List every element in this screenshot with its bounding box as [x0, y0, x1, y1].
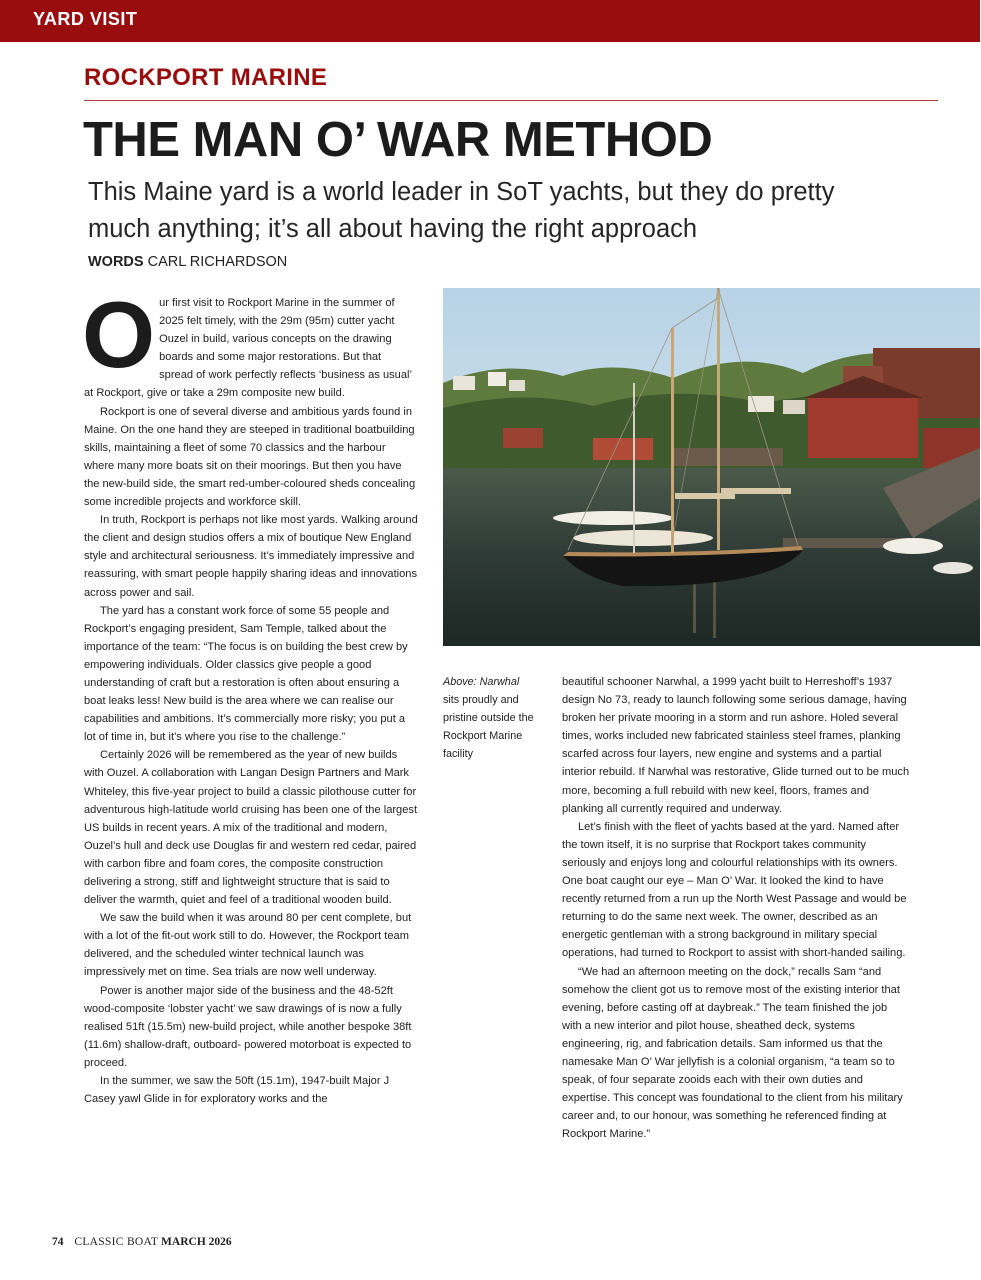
caption-lead: Above: Narwhal: [443, 676, 520, 688]
paragraph: “We had an afternoon meeting on the dock,” recalls Sam “and somehow the client got us to remove most of the existing interior that evening, before casting off at daybreak.” The team finished the job with a new interior and pilot house, sheathed deck, systems engineering, rig, and fabrication details. Sam informed us that the namesake Man O’ War jellyfish is a colonial organism, “a team so to speak, of four separate zooids each with their own duties and expertise. This concept was foundational to the client from his military career and, to our honour, was something he referenced finding at Rockport Marine.”: [562, 965, 903, 1141]
standfirst: This Maine yard is a world leader in SoT yachts, but they do pretty much anything; it’s all about having the right approach: [88, 178, 835, 243]
paragraph: We saw the build when it was around 80 per cent complete, but with a lot of the fit-out work still to do. However, the Rockport team delivered, and the scheduled winter technical launch was impressively met on time. Sea trials are now well underway.: [84, 912, 412, 979]
photo-caption: [443, 673, 535, 763]
paragraph: Rockport is one of several diverse and ambitious yards found in Maine. On the one hand they are steeped in traditional boatbuilding skills, maintaining a fleet of some 70 classics and the harbour where many more boats sit on their moorings. But then you have the new-build side, the smart red-umber-coloured sheds concealing some incredible projects and workforce skill.: [84, 405, 416, 509]
byline: [88, 254, 287, 270]
page-number: 74: [52, 1236, 64, 1248]
harbour-photo: [443, 288, 980, 646]
section-banner: [0, 0, 980, 42]
section-title: ROCKPORT MARINE: [84, 64, 328, 91]
headline: THE MAN O’ WAR METHOD: [83, 113, 713, 167]
article-column-2: [562, 673, 910, 1143]
paragraph: The yard has a constant work force of some 55 people and Rockport’s engaging president, Sam Temple, talked about the importance of the team: “The focus is on building the best crew by empowering individuals. Older classics give people a good understanding of craft but a restoration is often about ensuring a boat leaks less! New build is the area where we can realise our capabilities and ambitions. It’s commercially more risky; you put a lot of time in, but it’s where you rise to the challenge.”: [84, 604, 408, 744]
page-footer: [52, 1236, 232, 1248]
paragraph: Let’s finish with the fleet of yachts based at the yard. Named after the town itself, it is no surprise that Rockport takes community seriously and enjoys long and colourful relationships with its owners. One boat caught our eye – Man O’ War. It looked the kind to have recently returned from a run up the North West Passage and would be returning to do the same next week. The owner, described as an energetic gentleman with a strong background in military special operations, had turned to Rockport to assist with short-handed sailing.: [562, 820, 907, 960]
magazine-name: CLASSIC BOAT: [74, 1236, 159, 1248]
paragraph: ur first visit to Rockport Marine in the summer of 2025 felt timely, with the 29m (95m) cutter yacht Ouzel in build, various concepts on the drawing boards and some major restorations. But that spread of work perfectly reflects ‘business as usual’ at Rockport, give or take a 29m composite new build.: [84, 297, 412, 400]
article-column-1: [82, 282, 418, 1108]
title-divider: [84, 100, 938, 101]
banner-label: YARD VISIT: [33, 9, 138, 29]
dropcap: O: [82, 282, 156, 387]
paragraph: Power is another major side of the business and the 48-52ft wood-composite ‘lobster yacht’ we saw drawings of is now a fully realised 51ft (15.5m) new-build project, while another bespoke 38ft (11.6m) shallow-draft, outboard- powered motorboat is expected to proceed.: [84, 984, 412, 1069]
byline-label: WORDS: [88, 254, 144, 270]
paragraph: beautiful schooner Narwhal, a 1999 yacht built to Herreshoff’s 1937 design No 73, ready to launch following some serious damage, having broken her private mooring in a storm and run ashore. Holed several times, works included new fabricated stainless steel frames, planking scarfed across four layers, new engine and systems and a partial interior rebuild. If Narwhal was restorative, Glide turned out to be much more, becoming a full rebuild with new keel, floors, frames and planking all currently required and underway.: [562, 676, 910, 815]
paragraph: Certainly 2026 will be remembered as the year of new builds with Ouzel. A collaboration with Langan Design Partners and Mark Whiteley, this five-year project to build a classic pilothouse cutter for adventurous high-latitude world cruising has been one of the largest US builds in recent years. A mix of the traditional and modern, Ouzel’s hull and deck use Douglas fir and western red cedar, paired with carbon fibre and foam cores, the composite construction delivering a strong, stiff and lightweight structure that is said to deliver the warmth, quiet and feel of a traditional wooden build.: [84, 749, 418, 907]
paragraph: In the summer, we saw the 50ft (15.1m), 1947-built Major J Casey yawl Glide in for exploratory works and the: [84, 1075, 390, 1106]
caption-text: sits proudly and pristine outside the Rockport Marine facility: [443, 694, 534, 761]
byline-author: CARL RICHARDSON: [147, 254, 288, 270]
paragraph: In truth, Rockport is perhaps not like most yards. Walking around the client and design studios offers a mix of boutique New England style and architectural seriousness. It’s immediately impressive and reassuring, with smart people happily sharing ideas and innovations across power and sail.: [84, 514, 418, 599]
issue-date: MARCH 2026: [161, 1236, 232, 1248]
